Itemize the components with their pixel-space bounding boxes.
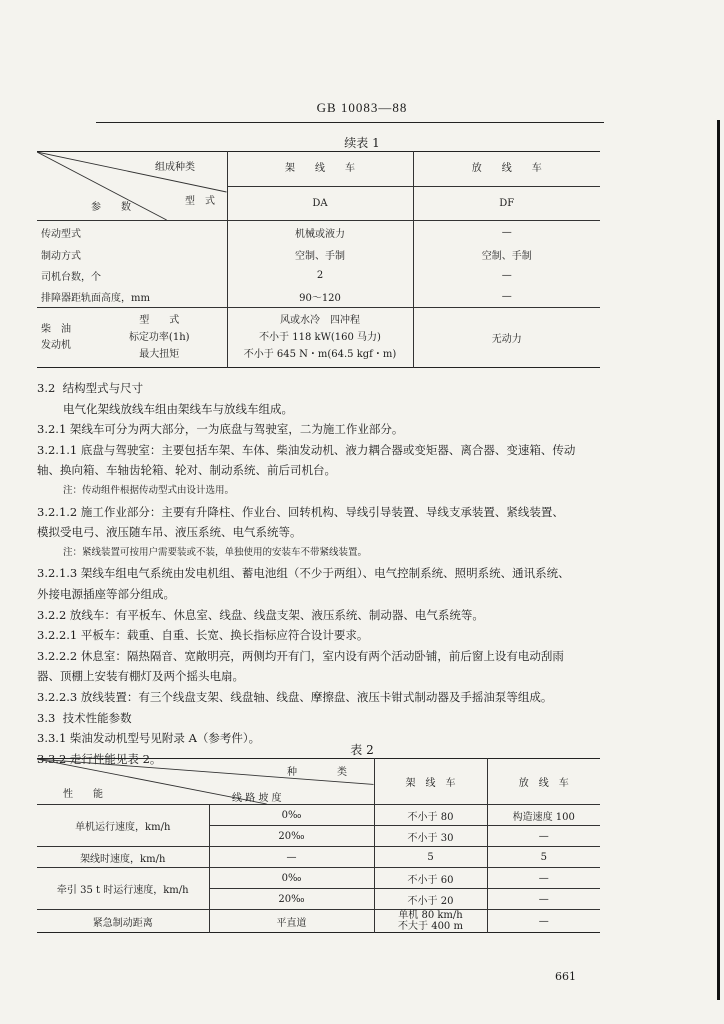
table2-df-cell: 构造速度 100 (487, 805, 600, 826)
section-number: 3.3.2 (37, 751, 67, 766)
table1-corner-middle-label: 型 式 (185, 196, 215, 207)
note-line (37, 481, 612, 502)
section-text: 注：紧线装置可按用户需要装或不装，单独使用的安装车不带紧线装置。 (63, 546, 368, 558)
table2-df-cell: — (487, 910, 600, 933)
table2-body (37, 805, 600, 933)
engine-label-line1: 柴 油 (41, 323, 71, 335)
engine-sub-labels (92, 308, 227, 368)
body-line (37, 522, 612, 543)
section-text: 走行性能见表 2。 (69, 751, 162, 766)
table2-corner-cell (37, 759, 374, 805)
engine-group-label (37, 308, 92, 368)
section-text: 器、顶棚上安装有棚灯及两个摇头电扇。 (37, 669, 244, 684)
section-number: 3.2.1.2 (37, 504, 78, 519)
engine-da-torque: 不小于 645 N・m(64.5 kgf・m) (243, 349, 397, 360)
header-rule (96, 122, 604, 123)
table2-grade-cell: 0‰ (209, 868, 374, 889)
standard-number-header: GB 10083—88 (316, 100, 408, 115)
section-text: 电气化架线放线车组由架线车与放线车组成。 (63, 401, 293, 416)
table1 (37, 151, 600, 368)
table1-corner-left-label: 参 数 (91, 202, 131, 213)
cell-df: 空制、手制 (413, 244, 600, 265)
table2-head-da: 架 线 车 (374, 759, 487, 805)
cell-da: 90～120 (227, 286, 413, 308)
page-number: 661 (555, 970, 576, 983)
section-text: 外接电源插座等部分组成。 (37, 586, 175, 601)
table2-df-cell: — (487, 889, 600, 910)
table2-grade-cell: — (209, 847, 374, 868)
section-number: 3.2.1.1 (37, 442, 78, 457)
table2-corner-left-label: 性 能 (63, 789, 103, 800)
section-text: 注：传动组件根据传动型式由设计选用。 (63, 484, 235, 496)
table2-da-cell: 不小于 60 (374, 868, 487, 889)
cell-df: — (413, 265, 600, 286)
col-type-label: DF (499, 198, 515, 209)
cell-da: 机械或液力 (227, 221, 413, 244)
table1-caption: 续表 1 (344, 136, 380, 150)
body-line (37, 584, 612, 605)
table2-da-cell: 不小于 80 (374, 805, 487, 826)
cell-da: 空制、手制 (227, 244, 413, 265)
engine-label-line2: 发动机 (41, 339, 71, 351)
table2-corner-top-label: 种 类 (287, 767, 347, 778)
section-text: 休息室：隔热隔音、宽敞明亮，两侧均开有门，室内设有两个活动卧铺，前后窗上设有电动刮雨 (80, 648, 564, 663)
body-line (37, 625, 612, 646)
table2-da-cell: 不小于 20 (374, 889, 487, 910)
engine-da-values (227, 308, 413, 368)
section-text: 技术性能参数 (62, 710, 132, 725)
cell-df: — (413, 221, 600, 244)
row-label: 传动型式 (41, 228, 81, 240)
engine-da-power: 不小于 118 kW(160 马力) (259, 332, 381, 343)
table2-row-label: 架线时速度，km/h (80, 853, 166, 865)
table2-row-label: 牵引 35 t 时运行速度，km/h (56, 885, 189, 896)
body-line (37, 419, 612, 440)
section-number: 3.2.2.1 (37, 628, 78, 643)
body-line (37, 646, 612, 667)
table2-grade-cell: 20‰ (209, 889, 374, 910)
section-text: 平板车：载重、自重、长宽、换长指标应符合设计要求。 (80, 628, 369, 643)
cell-df: — (413, 286, 600, 308)
engine-sub-power: 标定功率(1h) (128, 332, 190, 343)
body-line (37, 502, 612, 523)
note-line (37, 543, 612, 564)
section-number: 3.2 (37, 381, 56, 395)
section-text: 结构型式与尺寸 (62, 381, 144, 395)
table2-da-cell: 不小于 30 (374, 826, 487, 847)
table2-corner-middle-label: 线 路 坡 度 (232, 793, 282, 804)
body-line (37, 605, 612, 626)
row-label: 制动方式 (41, 250, 81, 262)
section-text: 放线装置：有三个线盘支架、线盘轴、线盘、摩擦盘、液压卡钳式制动器及手摇油泵等组成。 (80, 689, 553, 704)
section-text: 架线车组电气系统由发电机组、蓄电池组（不少于两组）、电气控制系统、照明系统、通讯系统、 (80, 566, 570, 581)
table2-df-cell: — (487, 868, 600, 889)
cell-da: 2 (227, 265, 413, 286)
body-line (37, 666, 612, 687)
engine-sub-type: 型 式 (139, 315, 180, 326)
col-group-label: 架 线 车 (228, 152, 413, 187)
table2-da-cell: 单机 80 km/h 不大于 400 m (374, 910, 487, 933)
row-label: 排障器距轨面高度，mm (41, 292, 150, 304)
section-text: 放线车：有平板车、休息室、线盘、线盘支架、液压系统、制动器、电气系统等。 (69, 607, 484, 622)
section-number: 3.2.1 (37, 422, 67, 437)
body-line (37, 399, 612, 420)
table1-corner-cell (37, 152, 227, 221)
section-number: 3.2.2.3 (37, 689, 78, 704)
table1-corner-top-label: 组成种类 (155, 162, 195, 173)
section-heading (37, 708, 612, 729)
body-line (37, 687, 612, 708)
row-label: 司机台数，个 (41, 271, 101, 283)
engine-df-value: 无动力 (413, 308, 600, 368)
body-line (37, 440, 612, 461)
section-number: 3.2.2 (37, 607, 67, 622)
table2-da-cell: 5 (374, 847, 487, 868)
table2-df-cell: 5 (487, 847, 600, 868)
col-group-label: 放 线 车 (414, 152, 601, 187)
section-heading (37, 378, 612, 399)
engine-sub-torque: 最大扭矩 (139, 349, 180, 360)
body-text (37, 378, 612, 769)
table2-row-label: 单机运行速度，km/h (75, 822, 171, 833)
section-text: 轴、换向箱、车轴齿轮箱、轮对、制动系统、前后司机台。 (37, 463, 336, 478)
section-text: 架线车可分为两大部分，一为底盘与驾驶室，二为施工作业部分。 (69, 422, 404, 437)
section-number: 3.2.1.3 (37, 566, 78, 581)
table2-grade-cell: 0‰ (209, 805, 374, 826)
table1-col-df (413, 152, 600, 221)
section-text: 模拟受电弓、液压随车吊、液压系统、电气系统等。 (37, 525, 302, 540)
body-line (37, 460, 612, 481)
section-number: 3.2.2.2 (37, 648, 78, 663)
table2-grade-cell: 20‰ (209, 826, 374, 847)
table2 (37, 758, 600, 933)
scan-edge-shadow (717, 120, 720, 1000)
table2-head-df: 放 线 车 (487, 759, 600, 805)
table2-grade-cell: 平直道 (209, 910, 374, 933)
section-text: 施工作业部分：主要有升降柱、作业台、回转机构、导线引导装置、导线支承装置、紧线装置、 (80, 504, 564, 519)
table2-row-label: 紧急制动距离 (92, 917, 153, 929)
table2-caption: 表 2 (350, 743, 374, 757)
section-number: 3.3.1 (37, 731, 67, 746)
section-number: 3.3 (37, 710, 56, 725)
engine-da-type: 风或水冷 四冲程 (280, 315, 360, 326)
section-text: 底盘与驾驶室：主要包括车架、车体、柴油发动机、液力耦合器或变矩器、离合器、变速箱、传动 (80, 442, 576, 457)
table2-df-cell: — (487, 826, 600, 847)
col-type-label: DA (312, 198, 328, 209)
body-line (37, 563, 612, 584)
section-text: 柴油发动机型号见附录 A（参考件）。 (69, 731, 261, 746)
table1-col-da (227, 152, 413, 221)
